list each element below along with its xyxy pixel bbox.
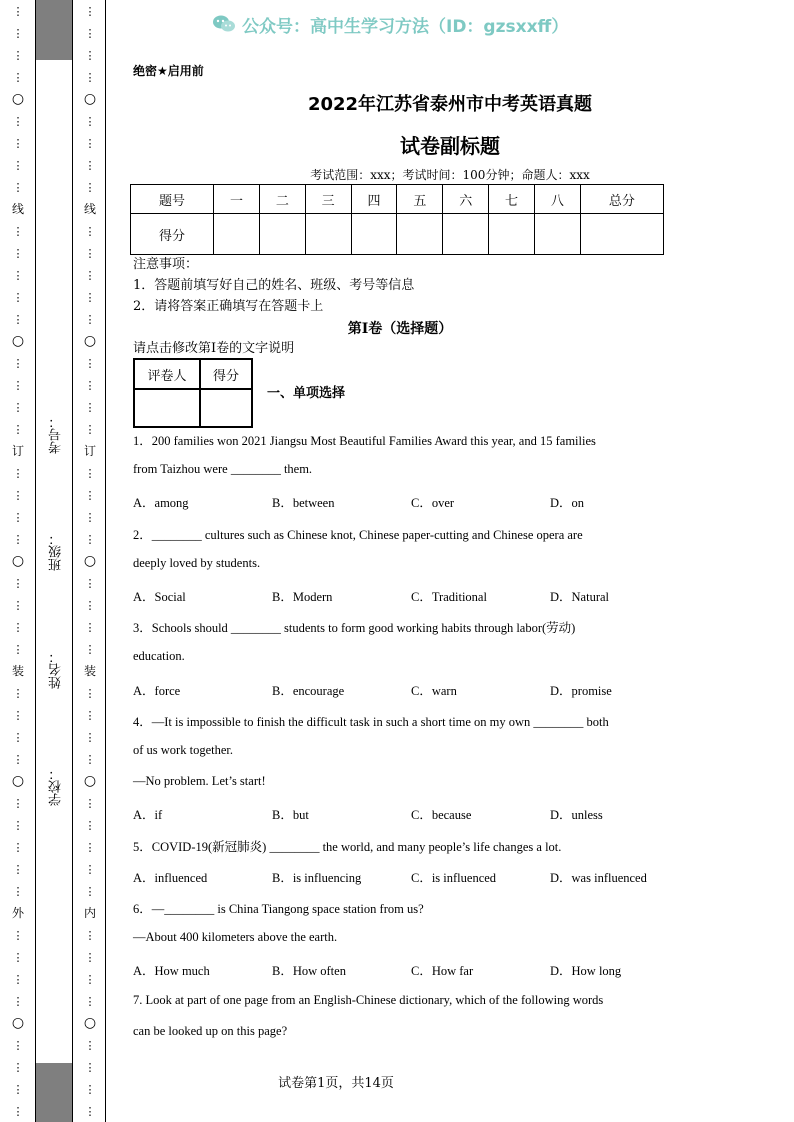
- margin-line: [72, 0, 73, 1122]
- answer-option[interactable]: D．unless: [550, 808, 603, 823]
- margin-dots: ⋮: [84, 576, 96, 590]
- score-header-cell: 七: [489, 185, 535, 214]
- question-stem: 1．200 families won 2021 Jiangsu Most Beautiful Families Award this year, and 15 families: [133, 434, 596, 448]
- page-footer: 试卷第1页，共14页: [278, 1076, 394, 1091]
- margin-label: 装: [11, 664, 24, 678]
- margin-dots: ⋮: [12, 466, 24, 480]
- margin-dots: ⋮: [84, 1038, 96, 1052]
- margin-dots: ⋮: [84, 158, 96, 172]
- banner-text: 公众号：高中生学习方法（ID：gzsxxff）: [242, 16, 569, 37]
- margin-dots: ⋮: [84, 26, 96, 40]
- margin-dots: ⋮: [12, 620, 24, 634]
- margin-circle: ○: [11, 333, 25, 349]
- margin-label: 订: [83, 444, 96, 458]
- margin-dots: ⋮: [12, 4, 24, 18]
- margin-dots: ⋮: [84, 708, 96, 722]
- score-header-label: 题号: [131, 185, 214, 214]
- margin-dots: ⋮: [84, 224, 96, 238]
- margin-dots: ⋮: [84, 840, 96, 854]
- margin-dots: ⋮: [12, 136, 24, 150]
- answer-option[interactable]: C．because: [411, 808, 472, 823]
- margin-dots: ⋮: [84, 1104, 96, 1118]
- margin-dots: ⋮: [12, 422, 24, 436]
- score-header-cell: 一: [214, 185, 260, 214]
- margin-dots: ⋮: [12, 818, 24, 832]
- volume-title: 第I卷（选择题）: [347, 321, 453, 337]
- margin-dots: ⋮: [84, 884, 96, 898]
- question-line: education.: [133, 649, 185, 664]
- margin-dots: ⋮: [12, 576, 24, 590]
- margin-circle: ○: [11, 91, 25, 107]
- answer-option[interactable]: C．is influenced: [411, 870, 497, 885]
- exam-info: 考试范围：xxx；考试时间：100分钟；命题人：xxx: [310, 168, 590, 182]
- question-line: deeply loved by students.: [133, 555, 261, 570]
- margin-label: 线: [83, 202, 96, 216]
- question-stem: 6．—________ is China Tiangong space station from us?: [133, 902, 424, 916]
- margin-dots: ⋮: [12, 246, 24, 260]
- notes-title: 注意事项：: [133, 257, 199, 272]
- margin-dots: ⋮: [84, 862, 96, 876]
- score-cell[interactable]: [259, 214, 305, 255]
- margin-dots: ⋮: [84, 818, 96, 832]
- margin-dots: ⋮: [84, 312, 96, 326]
- question-stem: 4．—It is impossible to finish the difficult task in such a short time on my own ________ both: [133, 714, 609, 729]
- answer-option[interactable]: B．How often: [272, 964, 346, 979]
- margin-dots: ⋮: [12, 730, 24, 744]
- answer-option[interactable]: B．Modern: [272, 590, 333, 604]
- margin-circle: ○: [83, 553, 97, 569]
- answer-option[interactable]: A．if: [133, 808, 163, 823]
- margin-dots: ⋮: [12, 488, 24, 502]
- margin-dots: ⋮: [12, 1104, 24, 1118]
- exam-subtitle: 试卷副标题: [400, 134, 500, 158]
- answer-option[interactable]: D．Natural: [550, 590, 610, 604]
- margin-dots: ⋮: [84, 598, 96, 612]
- answer-option[interactable]: C．Traditional: [411, 590, 487, 604]
- margin-dots: ⋮: [12, 378, 24, 392]
- margin-dots: ⋮: [12, 1082, 24, 1096]
- margin-circle: ○: [83, 1015, 97, 1031]
- wechat-icon: [212, 14, 236, 34]
- answer-option[interactable]: B．between: [272, 496, 335, 511]
- margin-dots: ⋮: [84, 752, 96, 766]
- margin-dots: ⋮: [12, 642, 24, 656]
- margin-dots: ⋮: [84, 510, 96, 524]
- margin-dots: ⋮: [84, 972, 96, 986]
- margin-dots: ⋮: [12, 796, 24, 810]
- notes-item: 1．答题前填写好自己的姓名、班级、考号等信息: [133, 278, 415, 293]
- margin-dots: ⋮: [84, 686, 96, 700]
- margin-label: 装: [83, 664, 96, 678]
- margin-dots: ⋮: [12, 510, 24, 524]
- field-school: 学校：: [49, 767, 64, 806]
- score-header-cell: 四: [351, 185, 397, 214]
- margin-dots: ⋮: [84, 378, 96, 392]
- margin-circle: ○: [11, 553, 25, 569]
- score-cell[interactable]: [534, 214, 580, 255]
- margin-dots: ⋮: [12, 224, 24, 238]
- margin-dots: ⋮: [12, 862, 24, 876]
- secret-label: 绝密★启用前: [133, 64, 204, 78]
- margin-dots: ⋮: [12, 290, 24, 304]
- question-stem: 7. Look at part of one page from an English-Chinese dictionary, which of the following words: [133, 992, 604, 1007]
- margin-dots: ⋮: [12, 752, 24, 766]
- margin-dots: ⋮: [12, 598, 24, 612]
- margin-gray-bar-top: [35, 0, 72, 60]
- answer-option[interactable]: A．influenced: [133, 870, 208, 885]
- margin-dots: ⋮: [12, 884, 24, 898]
- question-stem: 3．Schools should ________ students to form good working habits through labor(劳动): [133, 621, 576, 636]
- margin-dots: ⋮: [12, 158, 24, 172]
- grader-table: [133, 358, 253, 428]
- margin-dots: ⋮: [12, 972, 24, 986]
- margin-dots: ⋮: [84, 1060, 96, 1074]
- grader-score-cell[interactable]: [200, 389, 252, 427]
- answer-option[interactable]: A．force: [133, 683, 181, 698]
- answer-option[interactable]: C．How far: [411, 964, 474, 979]
- answer-option[interactable]: C．over: [411, 496, 455, 511]
- score-cell[interactable]: [580, 214, 663, 255]
- margin-dots: ⋮: [84, 730, 96, 744]
- answer-option[interactable]: B．but: [272, 808, 309, 823]
- margin-label: 内: [83, 906, 96, 920]
- question-line: can be looked up on this page?: [133, 1023, 288, 1038]
- exam-title: 2022年江苏省泰州市中考英语真题: [307, 94, 593, 115]
- answer-option[interactable]: A．among: [133, 496, 189, 511]
- margin-dots: ⋮: [84, 466, 96, 480]
- question-line: from Taizhou were ________ them.: [133, 462, 313, 477]
- margin-dots: ⋮: [12, 70, 24, 84]
- margin-dots: ⋮: [84, 532, 96, 546]
- field-exam-number: 考号：: [49, 415, 64, 454]
- question-line: —About 400 kilometers above the earth.: [133, 930, 338, 945]
- score-cell[interactable]: [489, 214, 535, 255]
- margin-dots: ⋮: [84, 928, 96, 942]
- margin-dots: ⋮: [12, 840, 24, 854]
- margin-dots: ⋮: [12, 400, 24, 414]
- section-title: 一、单项选择: [267, 386, 346, 401]
- score-cell[interactable]: [305, 214, 351, 255]
- answer-option[interactable]: A．How much: [133, 964, 210, 979]
- question-line: —No problem. Let’s start!: [133, 774, 266, 789]
- answer-option[interactable]: D．promise: [550, 683, 612, 698]
- volume-description[interactable]: 请点击修改第I卷的文字说明: [133, 341, 295, 356]
- binding-margin: [0, 0, 106, 1122]
- field-name: 姓名：: [49, 650, 64, 689]
- margin-dots: ⋮: [12, 356, 24, 370]
- grader-header: 评卷人: [134, 359, 200, 389]
- question-stem: 5．COVID-19(新冠肺炎) ________ the world, and many people’s life changes a lot.: [133, 839, 562, 854]
- margin-dots: ⋮: [84, 796, 96, 810]
- margin-dots: ⋮: [84, 48, 96, 62]
- answer-option[interactable]: C．warn: [411, 683, 457, 698]
- margin-dots: ⋮: [12, 708, 24, 722]
- outer-dotted-cut-line: [11, 0, 25, 1122]
- answer-option[interactable]: A．Social: [133, 590, 186, 604]
- score-header-cell: 二: [259, 185, 305, 214]
- score-row-label: 得分: [131, 214, 214, 255]
- margin-dots: ⋮: [12, 180, 24, 194]
- margin-circle: ○: [11, 773, 25, 789]
- margin-dots: ⋮: [84, 994, 96, 1008]
- margin-dots: ⋮: [84, 400, 96, 414]
- grader-score-header: 得分: [200, 359, 252, 389]
- margin-dots: ⋮: [84, 268, 96, 282]
- margin-dots: ⋮: [12, 532, 24, 546]
- margin-dots: ⋮: [84, 422, 96, 436]
- margin-circle: ○: [11, 1015, 25, 1031]
- margin-label: 外: [11, 906, 24, 920]
- score-header-cell: 五: [397, 185, 443, 214]
- wechat-banner: [212, 10, 568, 38]
- margin-dots: ⋮: [84, 4, 96, 18]
- margin-gray-bar-bottom: [35, 1063, 72, 1122]
- margin-dots: ⋮: [12, 950, 24, 964]
- score-header-cell: 总分: [580, 185, 663, 214]
- margin-dots: ⋮: [12, 686, 24, 700]
- margin-label: 线: [11, 202, 24, 216]
- margin-dots: ⋮: [84, 950, 96, 964]
- answer-option[interactable]: D．on: [550, 496, 585, 511]
- margin-dots: ⋮: [84, 114, 96, 128]
- grader-cell[interactable]: [134, 389, 200, 427]
- score-cell[interactable]: [443, 214, 489, 255]
- margin-dots: ⋮: [84, 136, 96, 150]
- score-header-cell: 八: [534, 185, 580, 214]
- field-class: 班级：: [49, 532, 64, 571]
- margin-dots: ⋮: [84, 180, 96, 194]
- answer-option[interactable]: D．How long: [550, 964, 622, 979]
- inner-dotted-cut-line: [83, 0, 97, 1122]
- margin-dots: ⋮: [84, 246, 96, 260]
- score-table: [130, 184, 664, 255]
- margin-dots: ⋮: [12, 268, 24, 282]
- notes-item: 2．请将答案正确填写在答题卡上: [133, 299, 324, 314]
- margin-circle: ○: [83, 773, 97, 789]
- margin-dots: ⋮: [12, 26, 24, 40]
- answer-option[interactable]: B．is influencing: [272, 870, 362, 885]
- margin-dots: ⋮: [12, 114, 24, 128]
- margin-dots: ⋮: [12, 312, 24, 326]
- margin-dots: ⋮: [12, 994, 24, 1008]
- score-cell[interactable]: [351, 214, 397, 255]
- margin-dots: ⋮: [84, 488, 96, 502]
- score-cell[interactable]: [397, 214, 443, 255]
- margin-dots: ⋮: [12, 1038, 24, 1052]
- answer-option[interactable]: D．was influenced: [550, 870, 647, 885]
- margin-dots: ⋮: [84, 620, 96, 634]
- margin-circle: ○: [83, 333, 97, 349]
- answer-option[interactable]: B．encourage: [272, 683, 345, 698]
- margin-circle: ○: [83, 91, 97, 107]
- question-line: of us work together.: [133, 743, 233, 757]
- margin-label: 订: [11, 444, 24, 458]
- question-stem: 2．________ cultures such as Chinese knot, Chinese paper-cutting and Chinese opera are: [133, 527, 583, 542]
- margin-line: [35, 0, 36, 1122]
- margin-dots: ⋮: [84, 70, 96, 84]
- score-cell[interactable]: [214, 214, 260, 255]
- margin-dots: ⋮: [12, 928, 24, 942]
- margin-dots: ⋮: [84, 642, 96, 656]
- margin-dots: ⋮: [84, 290, 96, 304]
- score-header-cell: 三: [305, 185, 351, 214]
- margin-dots: ⋮: [12, 1060, 24, 1074]
- margin-dots: ⋮: [84, 356, 96, 370]
- margin-dots: ⋮: [84, 1082, 96, 1096]
- margin-dots: ⋮: [12, 48, 24, 62]
- score-header-cell: 六: [443, 185, 489, 214]
